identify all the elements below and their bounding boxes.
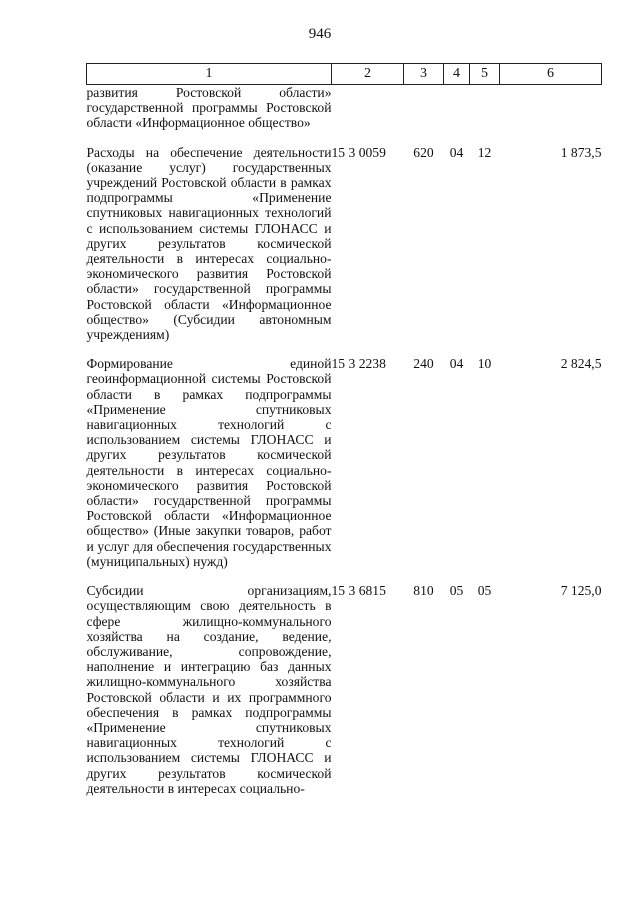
row-amount [500,85,602,131]
table-row [87,356,602,569]
row-description: Формирование единой геоинформационной системы Ростовской области в рамках подпрограммы «Применение спутниковых навигационных технологий с использованием системы ГЛОНАСС и других результатов космической деятельности в интересах социально-экономического развития Ростовской области» государственной программы Ростовской области «Информационное общество» (Иные закупки товаров, работ и услуг для обеспечения государственных (муниципальных) нужд) [86,356,332,569]
header-col-2: 2 [332,64,404,85]
table-row [87,583,602,796]
row-description: развития Ростовской области» государственной программы Ростовской области «Информационное общество» [86,85,332,131]
row-col-4: 04 [449,144,464,160]
header-col-5: 5 [470,64,500,85]
row-code: 15 3 0059 [331,144,386,160]
row-description: Расходы на обеспечение деятельности (оказание услуг) государственных учреждений Ростовской области в рамках подпрограммы «Применение спутниковых навигационных технологий с использованием системы ГЛОНАСС и других результатов космической деятельности в интересах социально-экономического развития Ростовской области» государственной программы Ростовской области «Информационное общество» (Субсидии автономным учреждениям) [86,144,332,343]
row-amount: 1 873,5 [560,144,602,160]
row-col-3: 620 [413,144,434,160]
header-col-1: 1 [87,64,332,85]
table-row [87,85,602,131]
header-col-3: 3 [404,64,444,85]
row-code: 15 3 2238 [331,356,386,372]
row-amount: 7 125,0 [560,583,602,599]
row-col-5: 05 [477,583,492,599]
row-code [332,85,404,131]
table-row [87,145,602,343]
row-col-3: 810 [413,583,434,599]
row-amount: 2 824,5 [560,356,602,372]
row-col-4: 04 [449,356,464,372]
row-col-4 [444,85,470,131]
row-description: Субсидии организациям, осуществляющим свою деятельность в сфере жилищно-коммунального хозяйства на создание, ведение, обслуживание, сопровождение, наполнение и интеграцию баз данных жилищно-коммунального хозяйства Ростовской области и их программного обеспечения в рамках подпрограммы «Применение спутниковых навигационных технологий с использованием системы ГЛОНАСС и других результатов космической деятельности в интересах социально- [86,583,332,796]
row-col-3 [404,85,444,131]
budget-table [86,63,602,796]
header-col-6: 6 [500,64,602,85]
header-row [87,64,602,85]
row-code: 15 3 6815 [331,583,386,599]
page-number: 946 [308,26,332,42]
row-col-4: 05 [449,583,464,599]
row-col-5: 10 [477,356,492,372]
row-col-5 [470,85,500,131]
row-col-3: 240 [413,356,434,372]
header-col-4: 4 [444,64,470,85]
row-col-5: 12 [477,144,492,160]
